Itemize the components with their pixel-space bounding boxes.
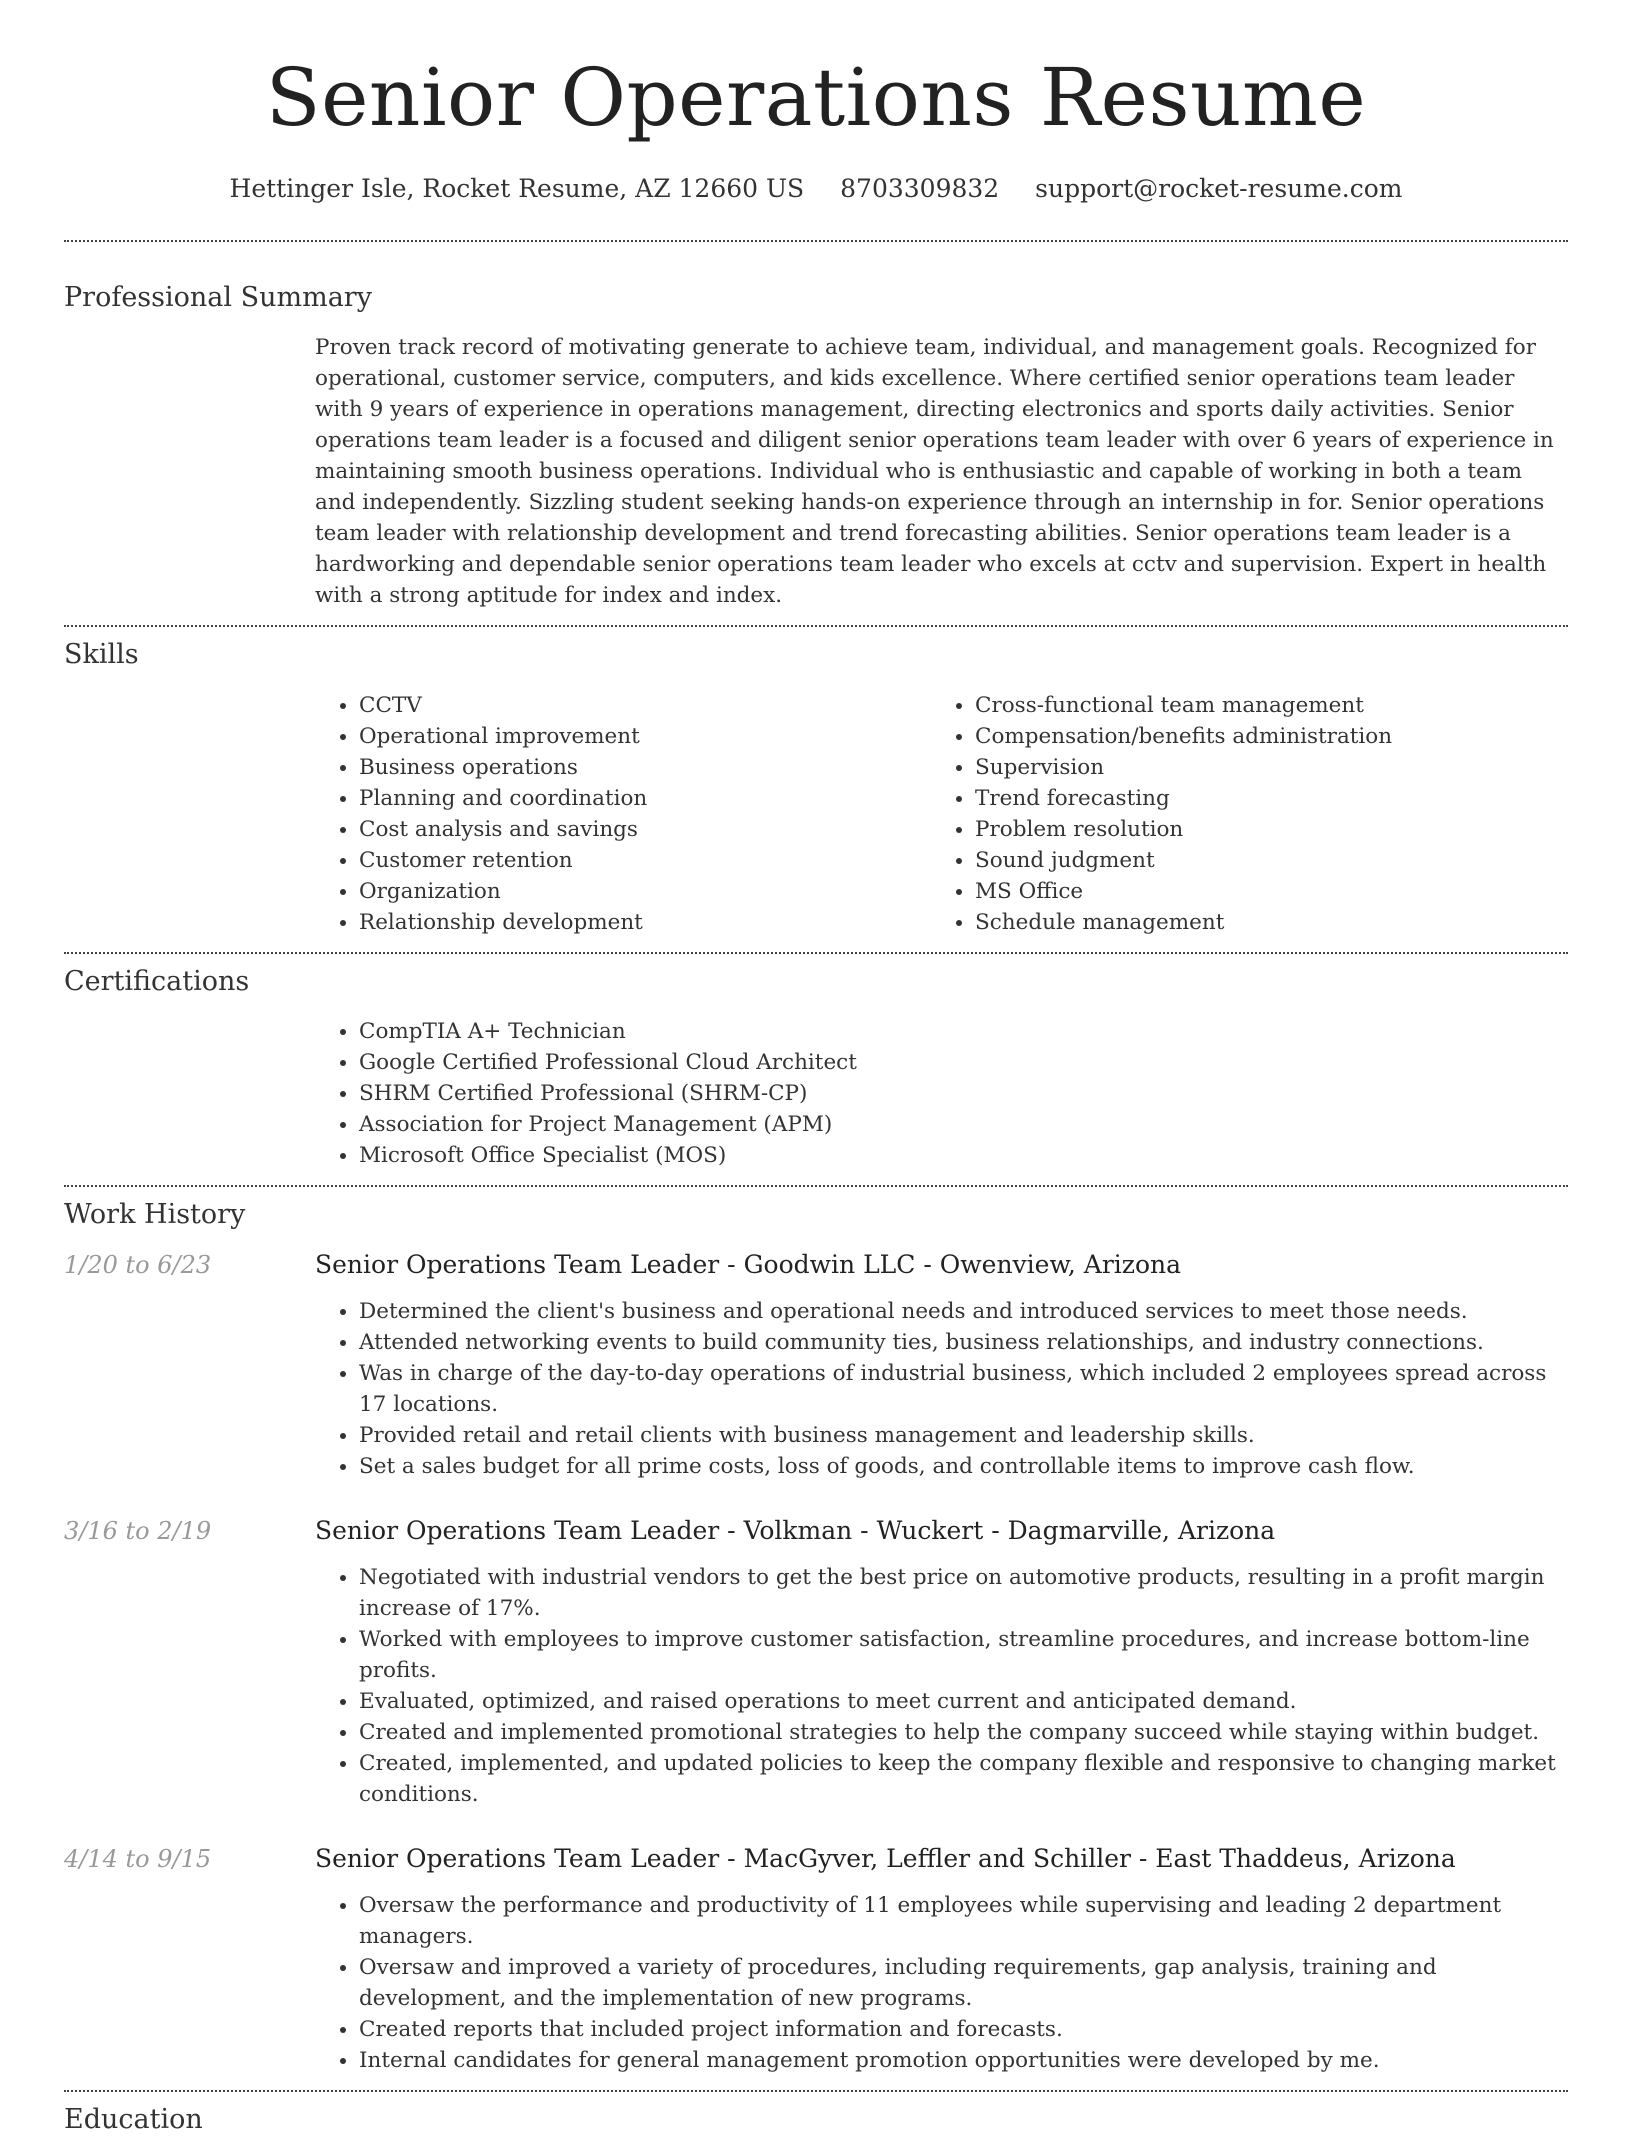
job-entry <box>64 1516 1568 1810</box>
section-divider <box>64 240 1568 242</box>
job-title: Senior Operations Team Leader - Goodwin LLC - Owenview, Arizona <box>315 1249 1182 1279</box>
resume-title: Senior Operations Resume <box>265 51 1367 144</box>
skill-item: • Sound judgment <box>975 845 1547 876</box>
job-bullets <box>315 1562 1568 1810</box>
skill-item: • Organization <box>359 876 931 907</box>
job-bullet: • Worked with employees to improve customer satisfaction, streamline procedures, and increase bottom-line profits. <box>359 1624 1568 1686</box>
skill-item: • Cross-functional team management <box>975 690 1547 721</box>
job-bullet: • Set a sales budget for all prime costs, loss of goods, and controllable items to improve cash flow. <box>359 1451 1568 1482</box>
skill-item: • CCTV <box>359 690 931 721</box>
job-dates: 1/20 to 6/23 <box>64 1250 212 1279</box>
job-bullets <box>315 1296 1568 1482</box>
job-header <box>64 1516 1568 1546</box>
job-dates: 3/16 to 2/19 <box>64 1516 212 1545</box>
section-divider <box>64 2090 1568 2092</box>
skill-item: • MS Office <box>975 876 1547 907</box>
job-bullet: • Internal candidates for general management promotion opportunities were developed by me. <box>359 2045 1568 2076</box>
skill-item: • Relationship development <box>359 907 931 938</box>
job-bullet: • Evaluated, optimized, and raised operations to meet current and anticipated demand. <box>359 1686 1568 1717</box>
education-heading: Education <box>64 2103 203 2135</box>
certification-item: • Association for Project Management (APM) <box>359 1109 1568 1140</box>
job-bullet: • Created, implemented, and updated policies to keep the company flexible and responsive to changing market conditions. <box>359 1748 1568 1810</box>
summary-body <box>315 332 1568 611</box>
job-header <box>64 1250 1568 1280</box>
job-details <box>315 1296 1568 1482</box>
job-details <box>315 1890 1568 2076</box>
job-details <box>315 1562 1568 1810</box>
job-title: Senior Operations Team Leader - MacGyver, Leffler and Schiller - East Thaddeus, Arizona <box>315 1843 1456 1873</box>
job-title: Senior Operations Team Leader - Volkman - Wuckert - Dagmarville, Arizona <box>315 1515 1276 1545</box>
skill-item: • Customer retention <box>359 845 931 876</box>
skills-list-right <box>931 690 1547 938</box>
skills-column-left <box>315 690 931 938</box>
job-header <box>64 1844 1568 1874</box>
contact-phone: 8703309832 <box>840 174 1000 203</box>
skill-item: • Business operations <box>359 752 931 783</box>
contact-email: support@rocket-resume.com <box>1035 174 1403 203</box>
job-bullet: • Oversaw the performance and productivity of 11 employees while supervising and leading 2 department managers. <box>359 1890 1568 1952</box>
job-bullet: • Created and implemented promotional strategies to help the company succeed while staying within budget. <box>359 1717 1568 1748</box>
skill-item: • Compensation/benefits administration <box>975 721 1547 752</box>
job-bullet: • Negotiated with industrial vendors to get the best price on automotive products, resulting in a profit margin increase of 17%. <box>359 1562 1568 1624</box>
certification-item: • Google Certified Professional Cloud Architect <box>359 1047 1568 1078</box>
section-divider <box>64 952 1568 954</box>
certifications-heading: Certifications <box>64 965 250 997</box>
job-bullet: • Determined the client's business and operational needs and introduced services to meet those needs. <box>359 1296 1568 1327</box>
skills-list-left <box>315 690 931 938</box>
job-bullet: • Created reports that included project information and forecasts. <box>359 2014 1568 2045</box>
resume-header <box>64 0 1568 204</box>
skills-grid <box>315 690 1568 938</box>
job-bullet: • Attended networking events to build community ties, business relationships, and industry connections. <box>359 1327 1568 1358</box>
skills-heading: Skills <box>64 639 139 671</box>
skill-item: • Schedule management <box>975 907 1547 938</box>
skills-column-right <box>931 690 1547 938</box>
section-divider <box>64 625 1568 627</box>
summary-heading: Professional Summary <box>64 282 372 313</box>
skill-item: • Cost analysis and savings <box>359 814 931 845</box>
contact-line <box>64 174 1568 204</box>
work-history-heading: Work History <box>64 1199 246 1231</box>
job-bullets <box>315 1890 1568 2076</box>
skill-item: • Operational improvement <box>359 721 931 752</box>
job-entry <box>64 1844 1568 2076</box>
certification-item: • SHRM Certified Professional (SHRM-CP) <box>359 1078 1568 1109</box>
summary-text: Proven track record of motivating generate to achieve team, individual, and management goals. Recognized for operational, customer service, computers, and kids excellence. Where certified senior operations team leader with 9 years of experience in operations management, directing electronics and sports daily activities. Senior operations team leader is a focused and diligent senior operations team leader with over 6 years of experience in maintaining smooth business operations. Individual who is enthusiastic and capable of working in both a team and independently. Sizzling student seeking hands-on experience through an internship in for. Senior operations team leader with relationship development and trend forecasting abilities. Senior operations team leader is a hardworking and dependable senior operations team leader who excels at cctv and supervision. Expert in health with a strong aptitude for index and index. <box>315 335 1554 609</box>
certification-item: • Microsoft Office Specialist (MOS) <box>359 1140 1568 1171</box>
certifications-body <box>315 1016 1568 1171</box>
section-divider <box>64 1185 1568 1187</box>
contact-address: Hettinger Isle, Rocket Resume, AZ 12660 US <box>229 174 805 203</box>
certifications-list <box>315 1016 1568 1171</box>
job-bullet: • Provided retail and retail clients with business management and leadership skills. <box>359 1420 1568 1451</box>
job-bullet: • Oversaw and improved a variety of procedures, including requirements, gap analysis, training and development, and the implementation of new programs. <box>359 1952 1568 2014</box>
skill-item: • Problem resolution <box>975 814 1547 845</box>
job-dates: 4/14 to 9/15 <box>64 1844 212 1873</box>
job-entry <box>64 1250 1568 1482</box>
skill-item: • Supervision <box>975 752 1547 783</box>
skill-item: • Trend forecasting <box>975 783 1547 814</box>
certification-item: • CompTIA A+ Technician <box>359 1016 1568 1047</box>
skill-item: • Planning and coordination <box>359 783 931 814</box>
job-bullet: • Was in charge of the day-to-day operations of industrial business, which included 2 employees spread across 17 locations. <box>359 1358 1568 1420</box>
